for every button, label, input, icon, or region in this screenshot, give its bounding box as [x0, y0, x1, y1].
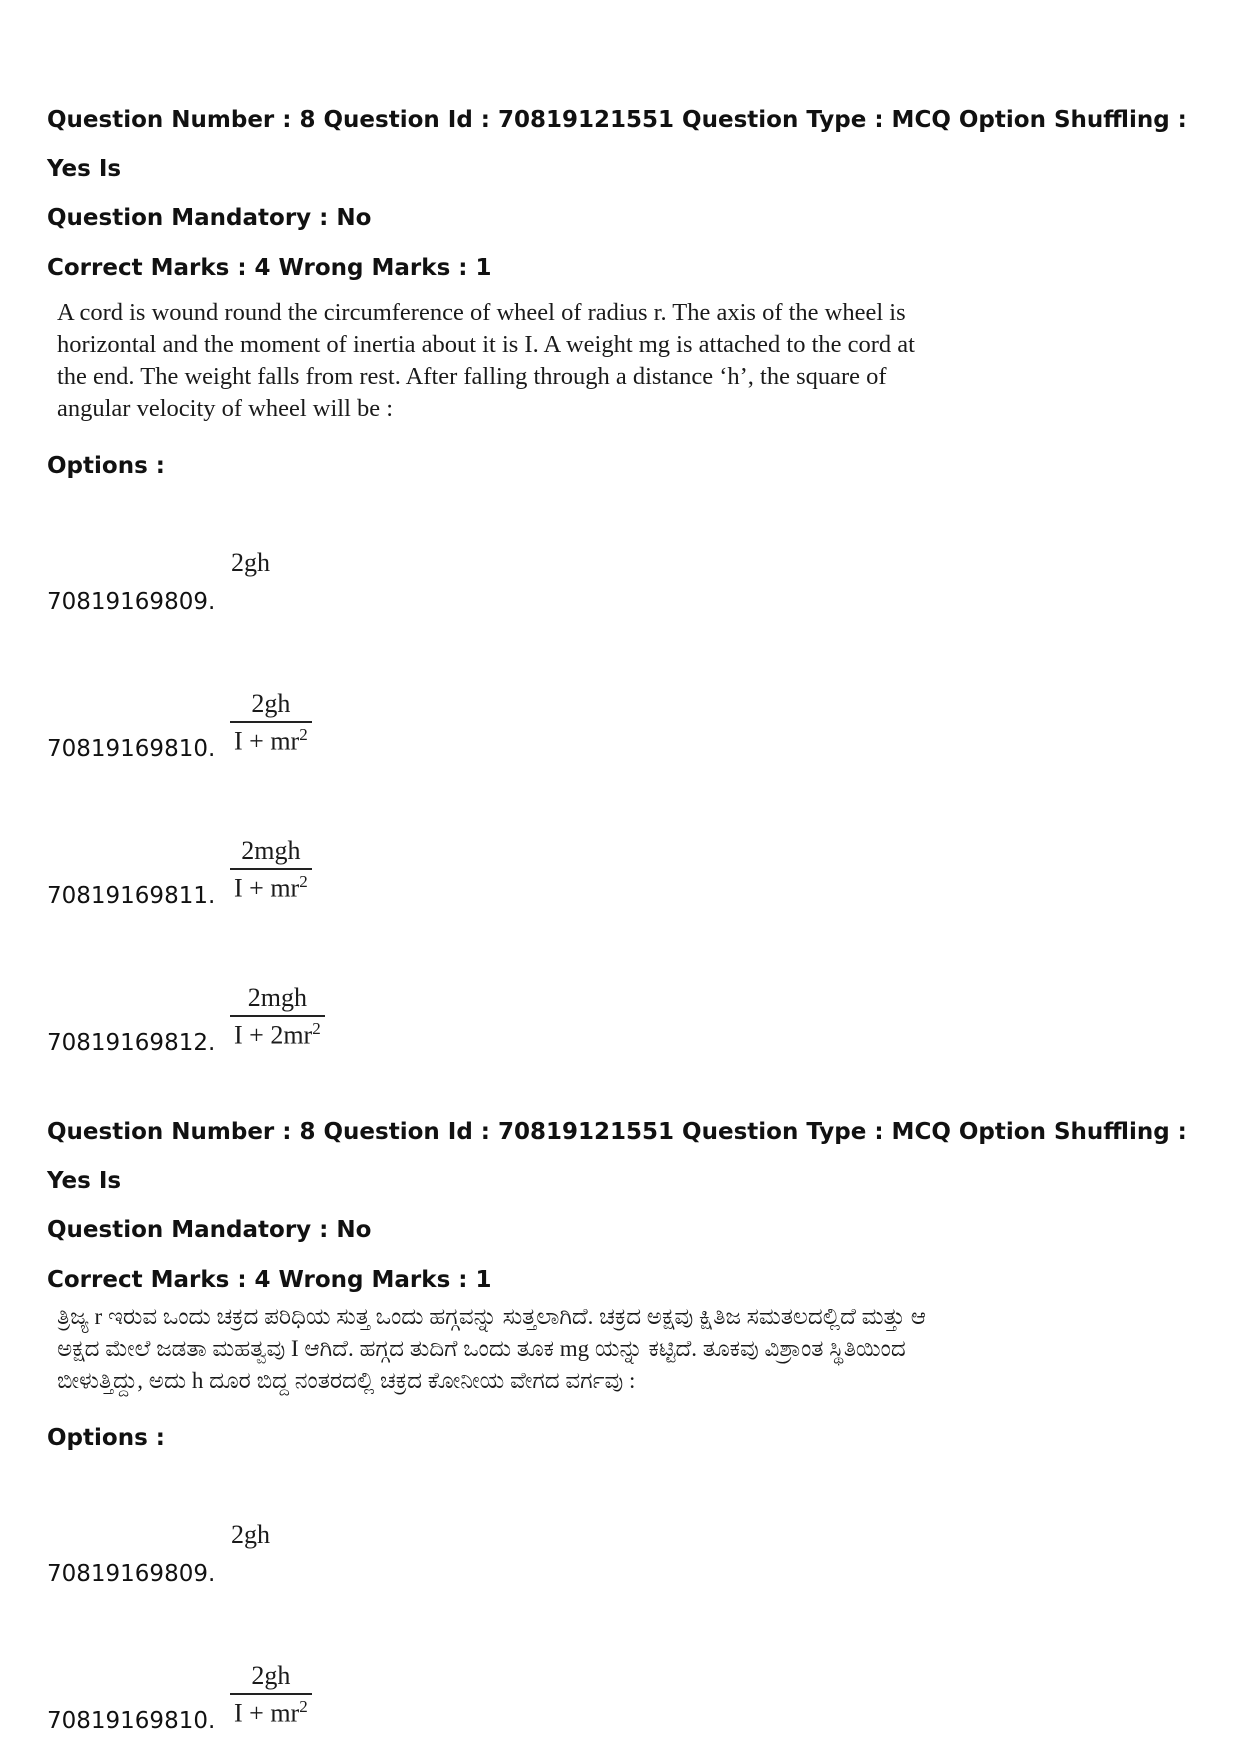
question-block-kannada: [47, 1108, 1207, 1747]
option-fraction: [230, 983, 325, 1051]
exponent: 2: [312, 1019, 321, 1039]
option-fraction: [230, 689, 312, 757]
option-row: [47, 1600, 1207, 1747]
denominator-text: I + mr: [234, 1699, 300, 1728]
denominator-text: I + mr: [234, 727, 300, 756]
exponent: 2: [299, 725, 308, 745]
fraction-numerator: 2mgh: [230, 836, 312, 870]
option-id: 70819169809.: [47, 1561, 216, 1587]
option-id: 70819169810.: [47, 736, 216, 762]
option-row: [47, 1453, 1207, 1600]
option-row: [47, 628, 1207, 775]
exponent: 2: [299, 872, 308, 892]
options-label: Options :: [47, 1425, 165, 1451]
exponent: 2: [299, 1697, 308, 1717]
marks-line: Correct Marks : 4 Wrong Marks : 1: [47, 255, 492, 281]
option-row: [47, 775, 1207, 922]
option-fraction: [230, 1661, 312, 1729]
question-block-english: [47, 96, 1207, 1069]
option-expression: 2gh: [231, 548, 270, 577]
option-fraction: [230, 836, 312, 904]
option-id: 70819169812.: [47, 1030, 216, 1056]
question-meta-line-1: Question Number : 8 Question Id : 70819121551 Question Type : MCQ Option Shuffling : Yes Is: [47, 1119, 1187, 1194]
question-stem: A cord is wound round the circumference of wheel of radius r. The axis of the wheel is horizontal and the moment of inertia about it is I. A weight mg is attached to the cord at the end. The weight falls from rest. After falling through a distance ‘h’, the square of angular velocity of wheel will be :: [57, 299, 915, 422]
marks-line: Correct Marks : 4 Wrong Marks : 1: [47, 1267, 492, 1293]
fraction-denominator: [230, 1695, 312, 1729]
fraction-denominator: [230, 723, 312, 757]
option-expression: 2gh: [231, 1520, 270, 1549]
fraction-denominator: [230, 870, 312, 904]
option-row: [47, 481, 1207, 628]
fraction-denominator: [230, 1017, 325, 1051]
denominator-text: I + mr: [234, 874, 300, 903]
option-row: [47, 922, 1207, 1069]
options-label: Options :: [47, 453, 165, 479]
option-id: 70819169810.: [47, 1708, 216, 1734]
question-meta-line-2: Question Mandatory : No: [47, 205, 372, 231]
fraction-numerator: 2gh: [230, 689, 312, 723]
question-stem: ತ್ರಿಜ್ಯ r ಇರುವ ಒಂದು ಚಕ್ರದ ಪರಿಧಿಯ ಸುತ್ತ ಒಂದು ಹಗ್ಗವನ್ನು ಸುತ್ತಲಾಗಿದೆ. ಚಕ್ರದ ಅಕ್ಷವು ಕ್ಷಿತಿಜ ಸಮತಲದಲ್ಲಿದೆ ಮತ್ತು ಆ ಅಕ್ಷದ ಮೇಲೆ ಜಡತಾ ಮಹತ್ವವು I ಆಗಿದೆ. ಹಗ್ಗದ ತುದಿಗೆ ಒಂದು ತೂಕ mg ಯನ್ನು ಕಟ್ಟಿದೆ. ತೂಕವು ವಿಶ್ರಾಂತ ಸ್ಥಿತಿಯಿಂದ ಬೀಳುತ್ತಿದ್ದು, ಅದು h ದೂರ ಬಿದ್ದ ನಂತರದಲ್ಲಿ ಚಕ್ರದ ಕೋನೀಯ ವೇಗದ ವರ್ಗವು :: [57, 1304, 926, 1393]
fraction-numerator: 2gh: [230, 1661, 312, 1695]
option-id: 70819169809.: [47, 589, 216, 615]
option-id: 70819169811.: [47, 883, 216, 909]
fraction-numerator: 2mgh: [230, 983, 325, 1017]
question-meta-line-2: Question Mandatory : No: [47, 1217, 372, 1243]
denominator-text: I + 2mr: [234, 1021, 313, 1050]
question-meta-line-1: Question Number : 8 Question Id : 70819121551 Question Type : MCQ Option Shuffling : Yes Is: [47, 107, 1187, 182]
